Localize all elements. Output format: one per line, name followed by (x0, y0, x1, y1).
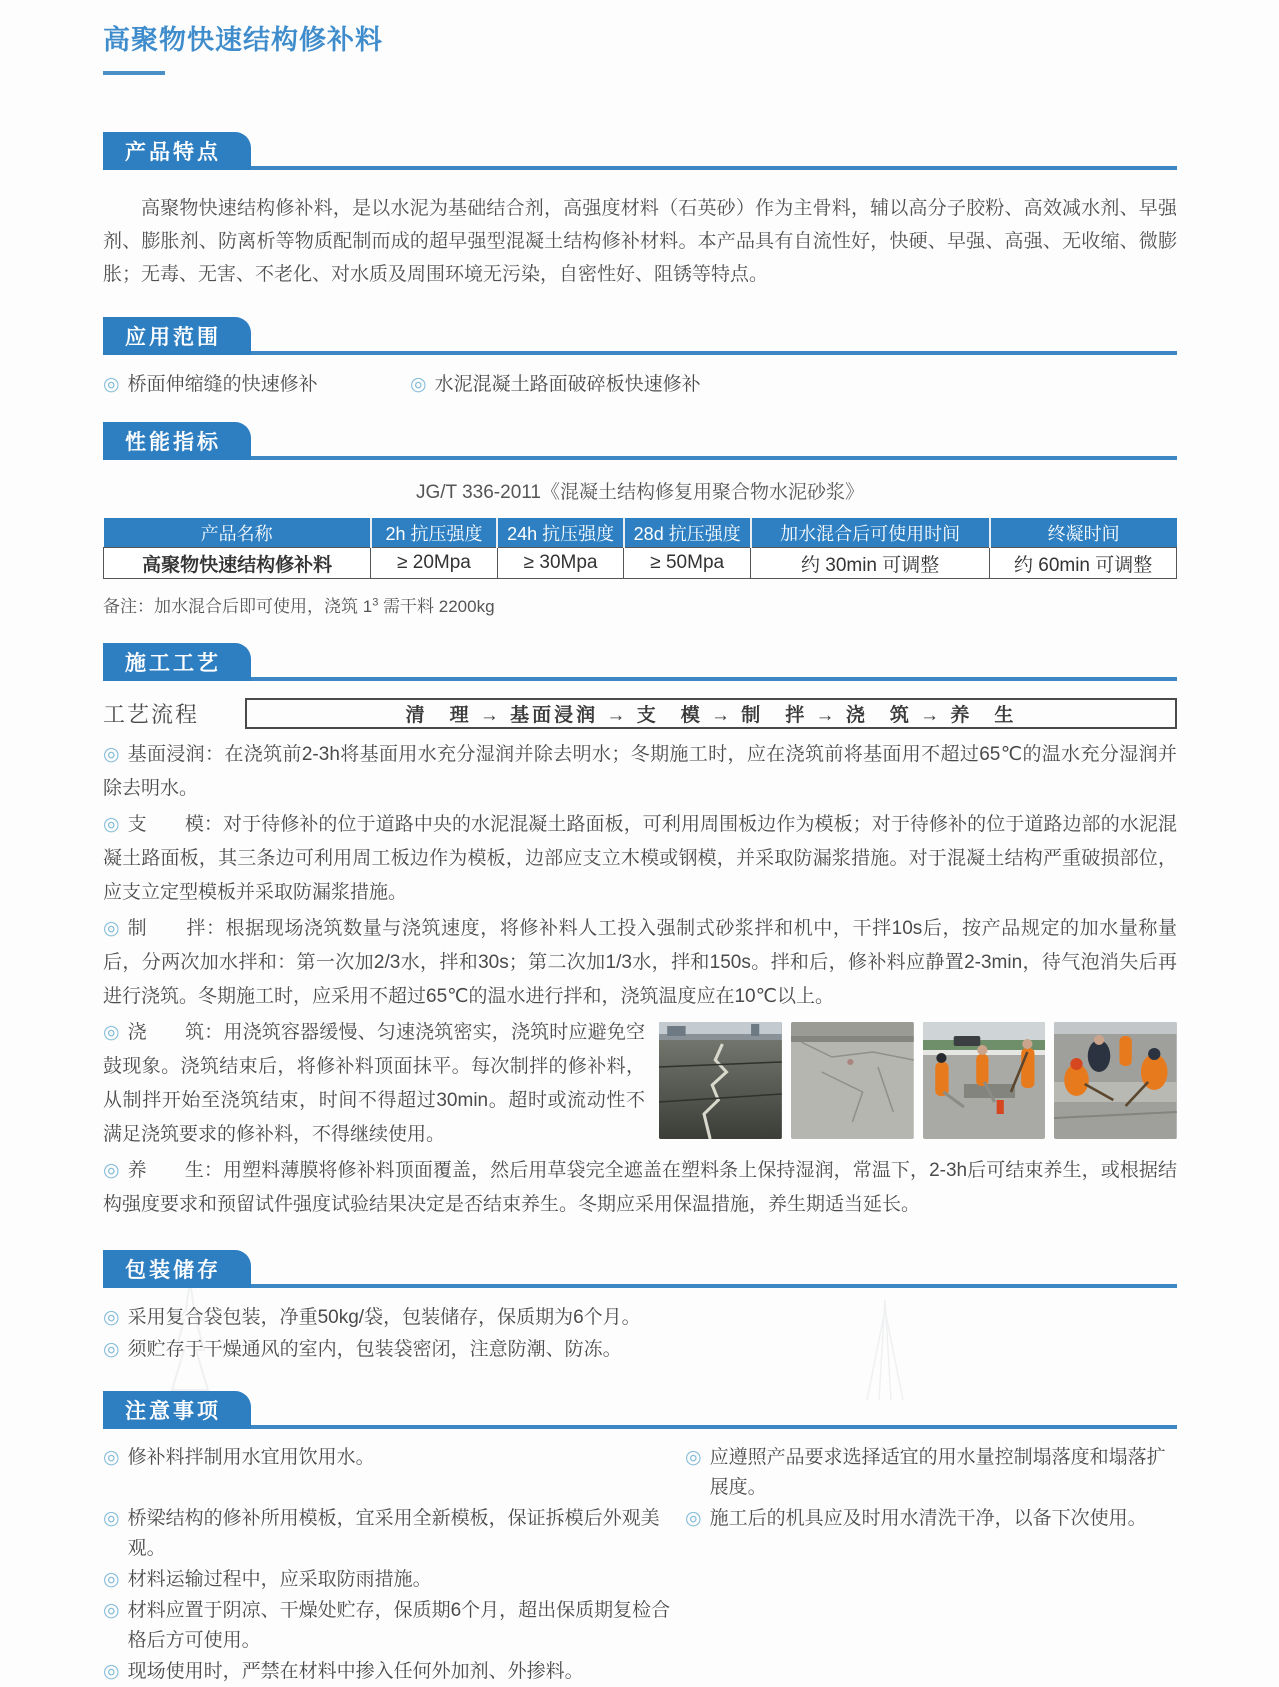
section-head-precautions (103, 1391, 1177, 1429)
workers-finishing-patch-photo (1054, 1022, 1177, 1139)
precaution-item (685, 1443, 1177, 1503)
section-rule (103, 1284, 1177, 1288)
packaging-item-text: 采用复合袋包装，净重50kg/袋，包装储存，保质期为6个月。 (127, 1307, 641, 1328)
page-title: 高聚物快速结构修补料 (103, 25, 383, 55)
application-item (103, 372, 410, 398)
section-head-applications (103, 317, 1177, 355)
ring-bullet-icon: ◎ (103, 1600, 120, 1621)
precaution-item-text: 施工后的机具应及时用水清洗干净，以备下次使用。 (709, 1508, 1147, 1529)
section-head-performance (103, 422, 1177, 460)
application-item (410, 372, 701, 398)
datasheet-page (103, 0, 1177, 1687)
ring-bullet-icon: ◎ (103, 1447, 120, 1468)
process-flow-box: 清 理 → 基面浸润 → 支 模 → 制 拌 → 浇 筑 → 养 生 (245, 698, 1177, 729)
section-head-construction (103, 643, 1177, 681)
column-header: 2h 抗压强度 (371, 519, 498, 548)
construction-step (103, 808, 1177, 910)
construction-steps (103, 738, 1177, 1224)
note-text: 备注：加水混合后即可使用，浇筑 1 (103, 597, 373, 616)
precaution-item-text: 材料应置于阴凉、干燥处贮存，保质期6个月，超出保质期复检合格后方可使用。 (127, 1600, 671, 1651)
ring-bullet-icon: ◎ (103, 1339, 120, 1360)
note-superscript: 3 (372, 596, 379, 609)
section-head-packaging (103, 1250, 1177, 1288)
step-text: 基面浸润：在浇筑前2-3h将基面用水充分湿润并除去明水；冬期施工时，应在浇筑前将基面用不超过65℃的温水充分湿润并除去明水。 (103, 744, 1177, 799)
packaging-list (103, 1302, 1177, 1365)
packaging-item-text: 须贮存于干燥通风的室内，包装袋密闭，注意防潮、防冻。 (127, 1339, 622, 1360)
precaution-item (685, 1504, 1177, 1564)
precaution-item (103, 1504, 685, 1564)
precaution-item-text: 现场使用时，严禁在材料中掺入任何外加剂、外掺料。 (127, 1661, 584, 1682)
section-tab-applications: 应用范围 (103, 317, 251, 355)
construction-step (103, 1154, 1177, 1222)
ring-bullet-icon: ◎ (103, 374, 120, 395)
standard-reference: JG/T 336-2011《混凝土结构修复用聚合物水泥砂浆》 (416, 482, 864, 503)
ring-bullet-icon: ◎ (685, 1508, 702, 1529)
section-rule (103, 677, 1177, 681)
column-header: 加水混合后可使用时间 (751, 519, 990, 548)
table-header-row (104, 519, 1177, 548)
precaution-item (103, 1657, 685, 1687)
precaution-item-text: 应遵照产品要求选择适宜的用水量控制塌落度和塌落扩展度。 (709, 1447, 1166, 1498)
step-text: 养 生：用塑料薄膜将修补料顶面覆盖，然后用草袋完全遮盖在塑料条上保持湿润，常温下，2-3h后可结束养生，或根据结构强度要求和预留试件强度试验结果决定是否结束养生。冬期应采用保温措施，养生期适当延长。 (103, 1160, 1177, 1215)
ring-bullet-icon: ◎ (103, 1022, 120, 1043)
ring-bullet-icon: ◎ (103, 744, 120, 765)
ring-bullet-icon: ◎ (103, 918, 120, 939)
section-tab-features: 产品特点 (103, 132, 251, 170)
road-repair-workers-photo (923, 1022, 1046, 1139)
ring-bullet-icon: ◎ (410, 374, 427, 395)
features-paragraph: 高聚物快速结构修补料，是以水泥为基础结合剂，高强度材料（石英砂）作为主骨料，辅以高分子胶粉、高效减水剂、早强剂、膨胀剂、防离析等物质配制而成的超早强型混凝土结构修补材料。本产品具有自流性好，快硬、早强、高强、无收缩、微膨胀；无毒、无害、不老化、对水质及周围环境无污染，自密性好、阻锈等特点。 (103, 198, 1177, 285)
packaging-item (103, 1334, 1177, 1365)
section-tab-packaging: 包装储存 (103, 1250, 251, 1288)
section-rule (103, 166, 1177, 170)
performance-table (103, 518, 1177, 579)
application-item-label: 水泥混凝土路面破碎板快速修补 (434, 374, 701, 395)
process-flow-row (103, 698, 1177, 729)
ring-bullet-icon: ◎ (103, 1508, 120, 1529)
step-text: 支 模：对于待修补的位于道路中央的水泥混凝土路面板，可利用周围板边作为模板；对于待修补的位于道路边部的水泥混凝土路面板，其三条边可利用周工板边作为模板，边部应支立木模或钢模，并采取防漏浆措施。对于混凝土结构严重破损部位，应支立定型模板并采取防漏浆措施。 (103, 814, 1177, 903)
table-cell: 约 60min 可调整 (990, 548, 1177, 579)
cracked-dark-pavement-photo (659, 1022, 782, 1139)
construction-step (103, 738, 1177, 806)
ring-bullet-icon: ◎ (103, 1569, 120, 1590)
table-cell: ≥ 30Mpa (497, 548, 624, 579)
column-header: 产品名称 (104, 519, 371, 548)
title-underline (103, 71, 165, 75)
packaging-item (103, 1302, 1177, 1333)
process-flow-label: 工艺流程 (103, 702, 200, 727)
construction-photos (659, 1022, 1177, 1139)
application-item-label: 桥面伸缩缝的快速修补 (127, 374, 318, 395)
precaution-item (103, 1565, 685, 1595)
precaution-item (103, 1596, 685, 1656)
table-cell: 约 30min 可调整 (751, 548, 990, 579)
precaution-item-text: 桥梁结构的修补所用模板，宜采用全新模板，保证拆模后外观美观。 (127, 1508, 660, 1559)
step-text: 浇 筑：用浇筑容器缓慢、匀速浇筑密实，浇筑时应避免空鼓现象。浇筑结束后，将修补料顶面抹平。每次制拌的修补料，从制拌开始至浇筑结束，时间不得超过30min。超时或流动性不满足浇筑要求的修补料，不得继续使用。 (103, 1022, 645, 1145)
table-cell: 高聚物快速结构修补料 (104, 548, 371, 579)
section-rule (103, 456, 1177, 460)
section-head-features (103, 132, 1177, 170)
ring-bullet-icon: ◎ (103, 814, 120, 835)
table-cell: ≥ 20Mpa (371, 548, 498, 579)
section-rule (103, 351, 1177, 355)
section-tab-precautions: 注意事项 (103, 1391, 251, 1429)
applications-list (103, 372, 1177, 398)
ring-bullet-icon: ◎ (103, 1307, 120, 1328)
section-tab-performance: 性能指标 (103, 422, 251, 460)
ring-bullet-icon: ◎ (103, 1160, 120, 1181)
table-row (104, 548, 1177, 579)
section-rule (103, 1425, 1177, 1429)
precaution-item-text: 修补料拌制用水宜用饮用水。 (127, 1447, 375, 1468)
construction-step (103, 912, 1177, 1014)
note-text: 需干料 2200kg (378, 597, 495, 616)
column-header: 终凝时间 (990, 519, 1177, 548)
step-text: 制 拌：根据现场浇筑数量与浇筑速度，将修补料人工投入强制式砂浆拌和机中，干拌10s后，按产品规定的加水量称量后，分两次加水拌和：第一次加2/3水，拌和30s；第二次加1/3水，拌和150s。拌和后，修补料应静置2-3min，待气泡消失后再进行浇筑。冬期施工时，应采用不超过65℃的温水进行拌和，浇筑温度应在10℃以上。 (103, 918, 1177, 1007)
ring-bullet-icon: ◎ (103, 1661, 120, 1682)
table-cell: ≥ 50Mpa (624, 548, 751, 579)
cracked-light-pavement-photo (791, 1022, 914, 1139)
ring-bullet-icon: ◎ (685, 1447, 702, 1468)
precaution-item-text: 材料运输过程中，应采取防雨措施。 (127, 1569, 432, 1590)
section-tab-construction: 施工工艺 (103, 643, 251, 681)
precaution-item (103, 1443, 685, 1503)
column-header: 24h 抗压强度 (497, 519, 624, 548)
precautions-list (103, 1443, 1177, 1687)
column-header: 28d 抗压强度 (624, 519, 751, 548)
table-note (103, 592, 1177, 617)
